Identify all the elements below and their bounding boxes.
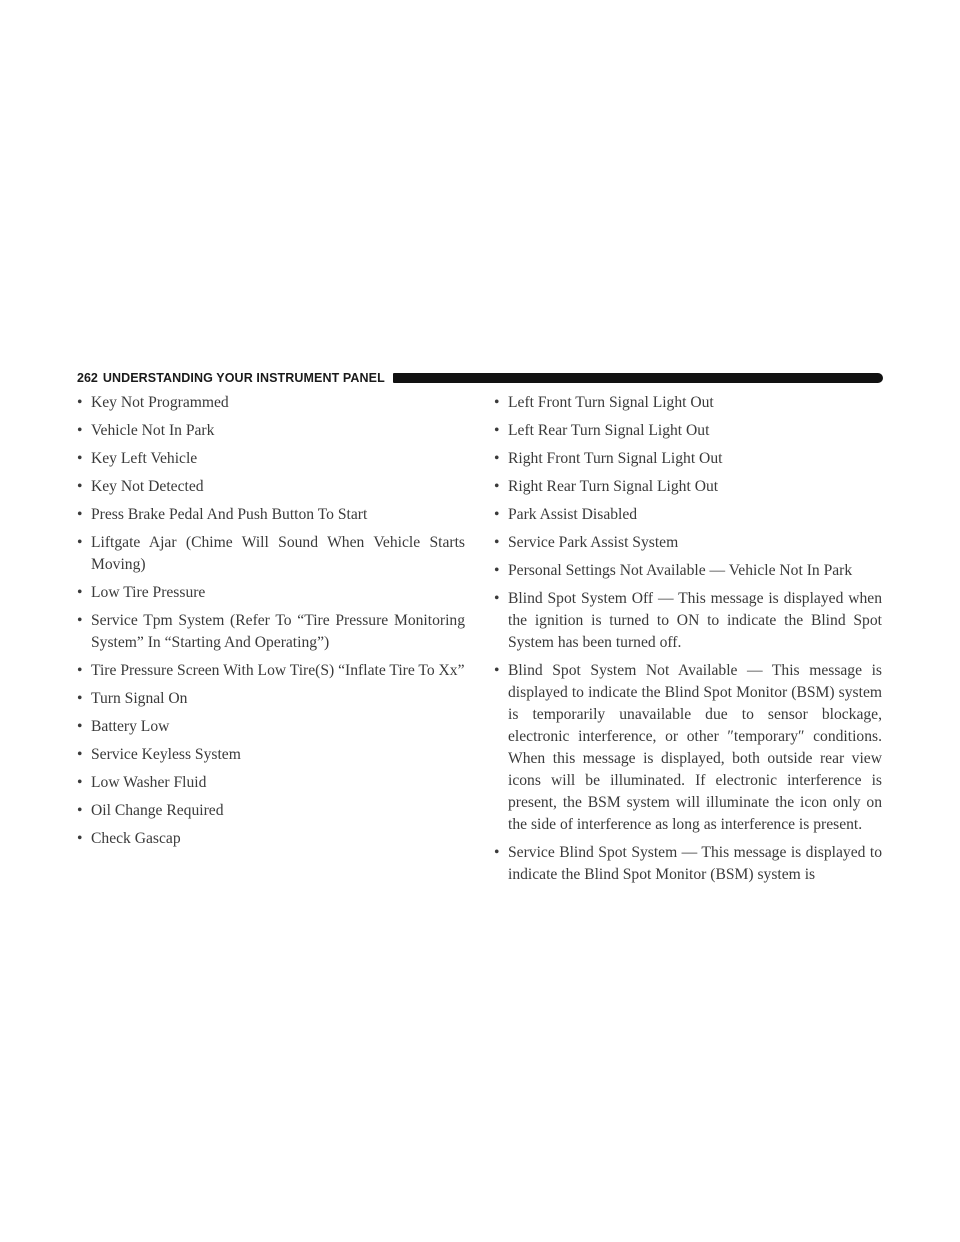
list-item: • Battery Low — [77, 716, 465, 738]
list-item: • Left Rear Turn Signal Light Out — [494, 420, 882, 442]
list-item: • Low Tire Pressure — [77, 582, 465, 604]
list-item: • Liftgate Ajar (Chime Will Sound When Vehicle Starts Moving) — [77, 532, 465, 576]
page-header — [77, 369, 883, 387]
list-item: • Vehicle Not In Park — [77, 420, 465, 442]
list-item: • Right Front Turn Signal Light Out — [494, 448, 882, 470]
right-column-list — [494, 392, 882, 892]
list-item: • Service Tpm System (Refer To “Tire Pressure Monitoring System” In “Starting And Operating”) — [77, 610, 465, 654]
list-item: • Key Not Detected — [77, 476, 465, 498]
list-item: • Service Blind Spot System — This message is displayed to indicate the Blind Spot Monitor (BSM) system is — [494, 842, 882, 886]
list-item: • Service Park Assist System — [494, 532, 882, 554]
list-item: • Key Left Vehicle — [77, 448, 465, 470]
left-column-list — [77, 392, 465, 856]
list-item: • Tire Pressure Screen With Low Tire(S) “Inflate Tire To Xx” — [77, 660, 465, 682]
list-item: • Low Washer Fluid — [77, 772, 465, 794]
list-item: • Park Assist Disabled — [494, 504, 882, 526]
list-item: • Service Keyless System — [77, 744, 465, 766]
list-item: • Blind Spot System Off — This message is displayed when the ignition is turned to ON to indicate the Blind Spot System has been turned off. — [494, 588, 882, 654]
list-item: • Blind Spot System Not Available — This message is displayed to indicate the Blind Spot Monitor (BSM) system is temporarily unavailable due to sensor blockage, electronic interference, or other ″temporary″ conditions. When this message is displayed, both outside rear view icons will be illuminated. If electronic interference is present, the BSM system will illuminate the icon only on the side of interference as long as interference is present. — [494, 660, 882, 836]
list-item: • Right Rear Turn Signal Light Out — [494, 476, 882, 498]
header-rule — [393, 373, 883, 383]
list-item: • Turn Signal On — [77, 688, 465, 710]
list-item: • Check Gascap — [77, 828, 465, 850]
list-item: • Oil Change Required — [77, 800, 465, 822]
list-item: • Press Brake Pedal And Push Button To Start — [77, 504, 465, 526]
list-item: • Left Front Turn Signal Light Out — [494, 392, 882, 414]
section-title: UNDERSTANDING YOUR INSTRUMENT PANEL — [102, 371, 385, 385]
list-item: • Personal Settings Not Available — Vehicle Not In Park — [494, 560, 882, 582]
page-number: 262 — [77, 371, 98, 385]
list-item: • Key Not Programmed — [77, 392, 465, 414]
